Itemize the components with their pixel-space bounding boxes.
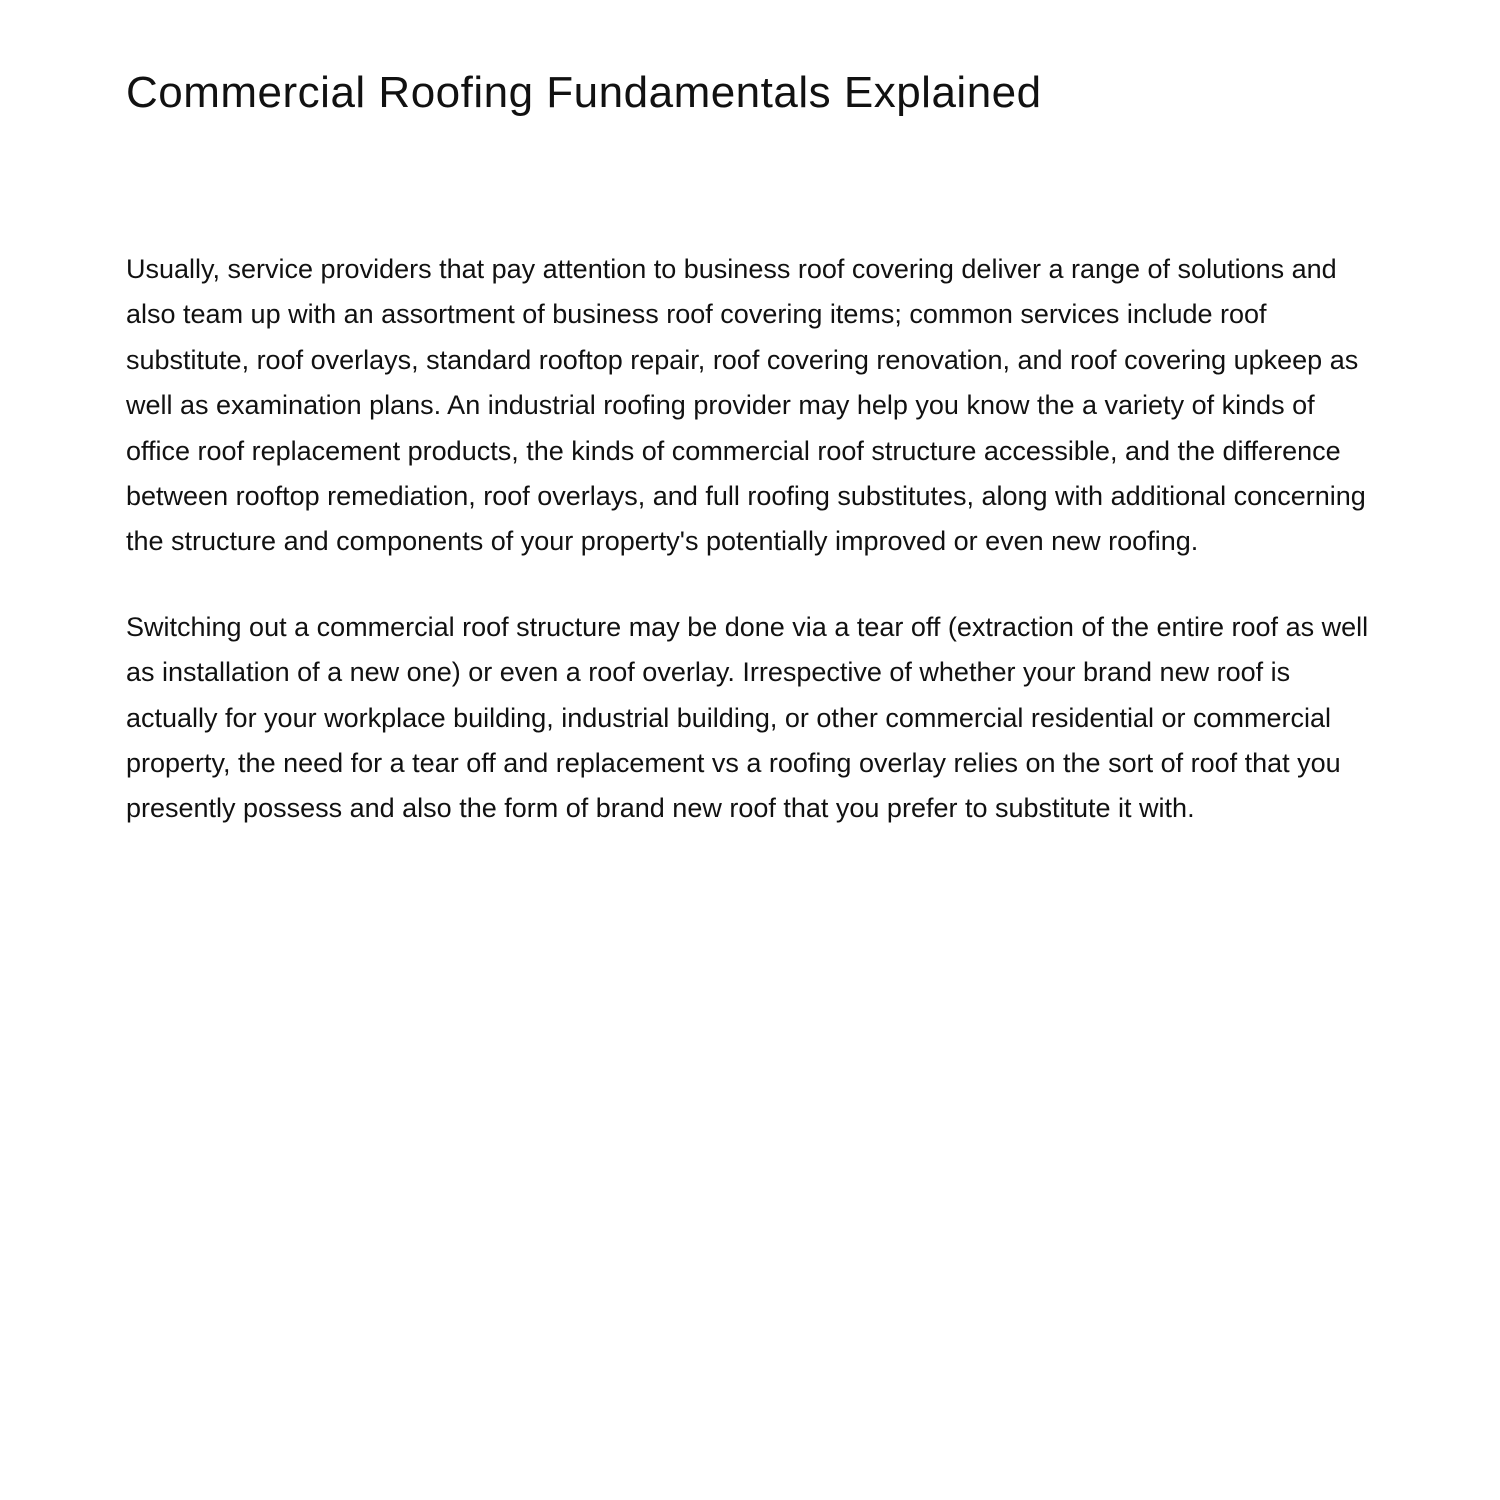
page-title: Commercial Roofing Fundamentals Explained — [126, 68, 1042, 117]
document-body — [126, 247, 1381, 872]
paragraph-2: Switching out a commercial roof structure may be done via a tear off (extraction of the entire roof as well as installation of a new one) or even a roof overlay. Irrespective of whether your brand new roof is actually for your workplace building, industrial building, or other commercial residential or commercial property, the need for a tear off and replacement vs a roofing overlay relies on the sort of roof that you presently possess and also the form of brand new roof that you prefer to substitute it with. — [126, 611, 1369, 824]
paragraph-1: Usually, service providers that pay attention to business roof covering deliver a range of solutions and also team up with an assortment of business roof covering items; common services include roof substitute, roof overlays, standard rooftop repair, roof covering renovation, and roof covering upkeep as well as examination plans. An industrial roofing provider may help you know the a variety of kinds of office roof replacement products, the kinds of commercial roof structure accessible, and the difference between rooftop remediation, roof overlays, and full roofing substitutes, along with additional concerning the structure and components of your property's potentially improved or even new roofing. — [126, 254, 1366, 557]
